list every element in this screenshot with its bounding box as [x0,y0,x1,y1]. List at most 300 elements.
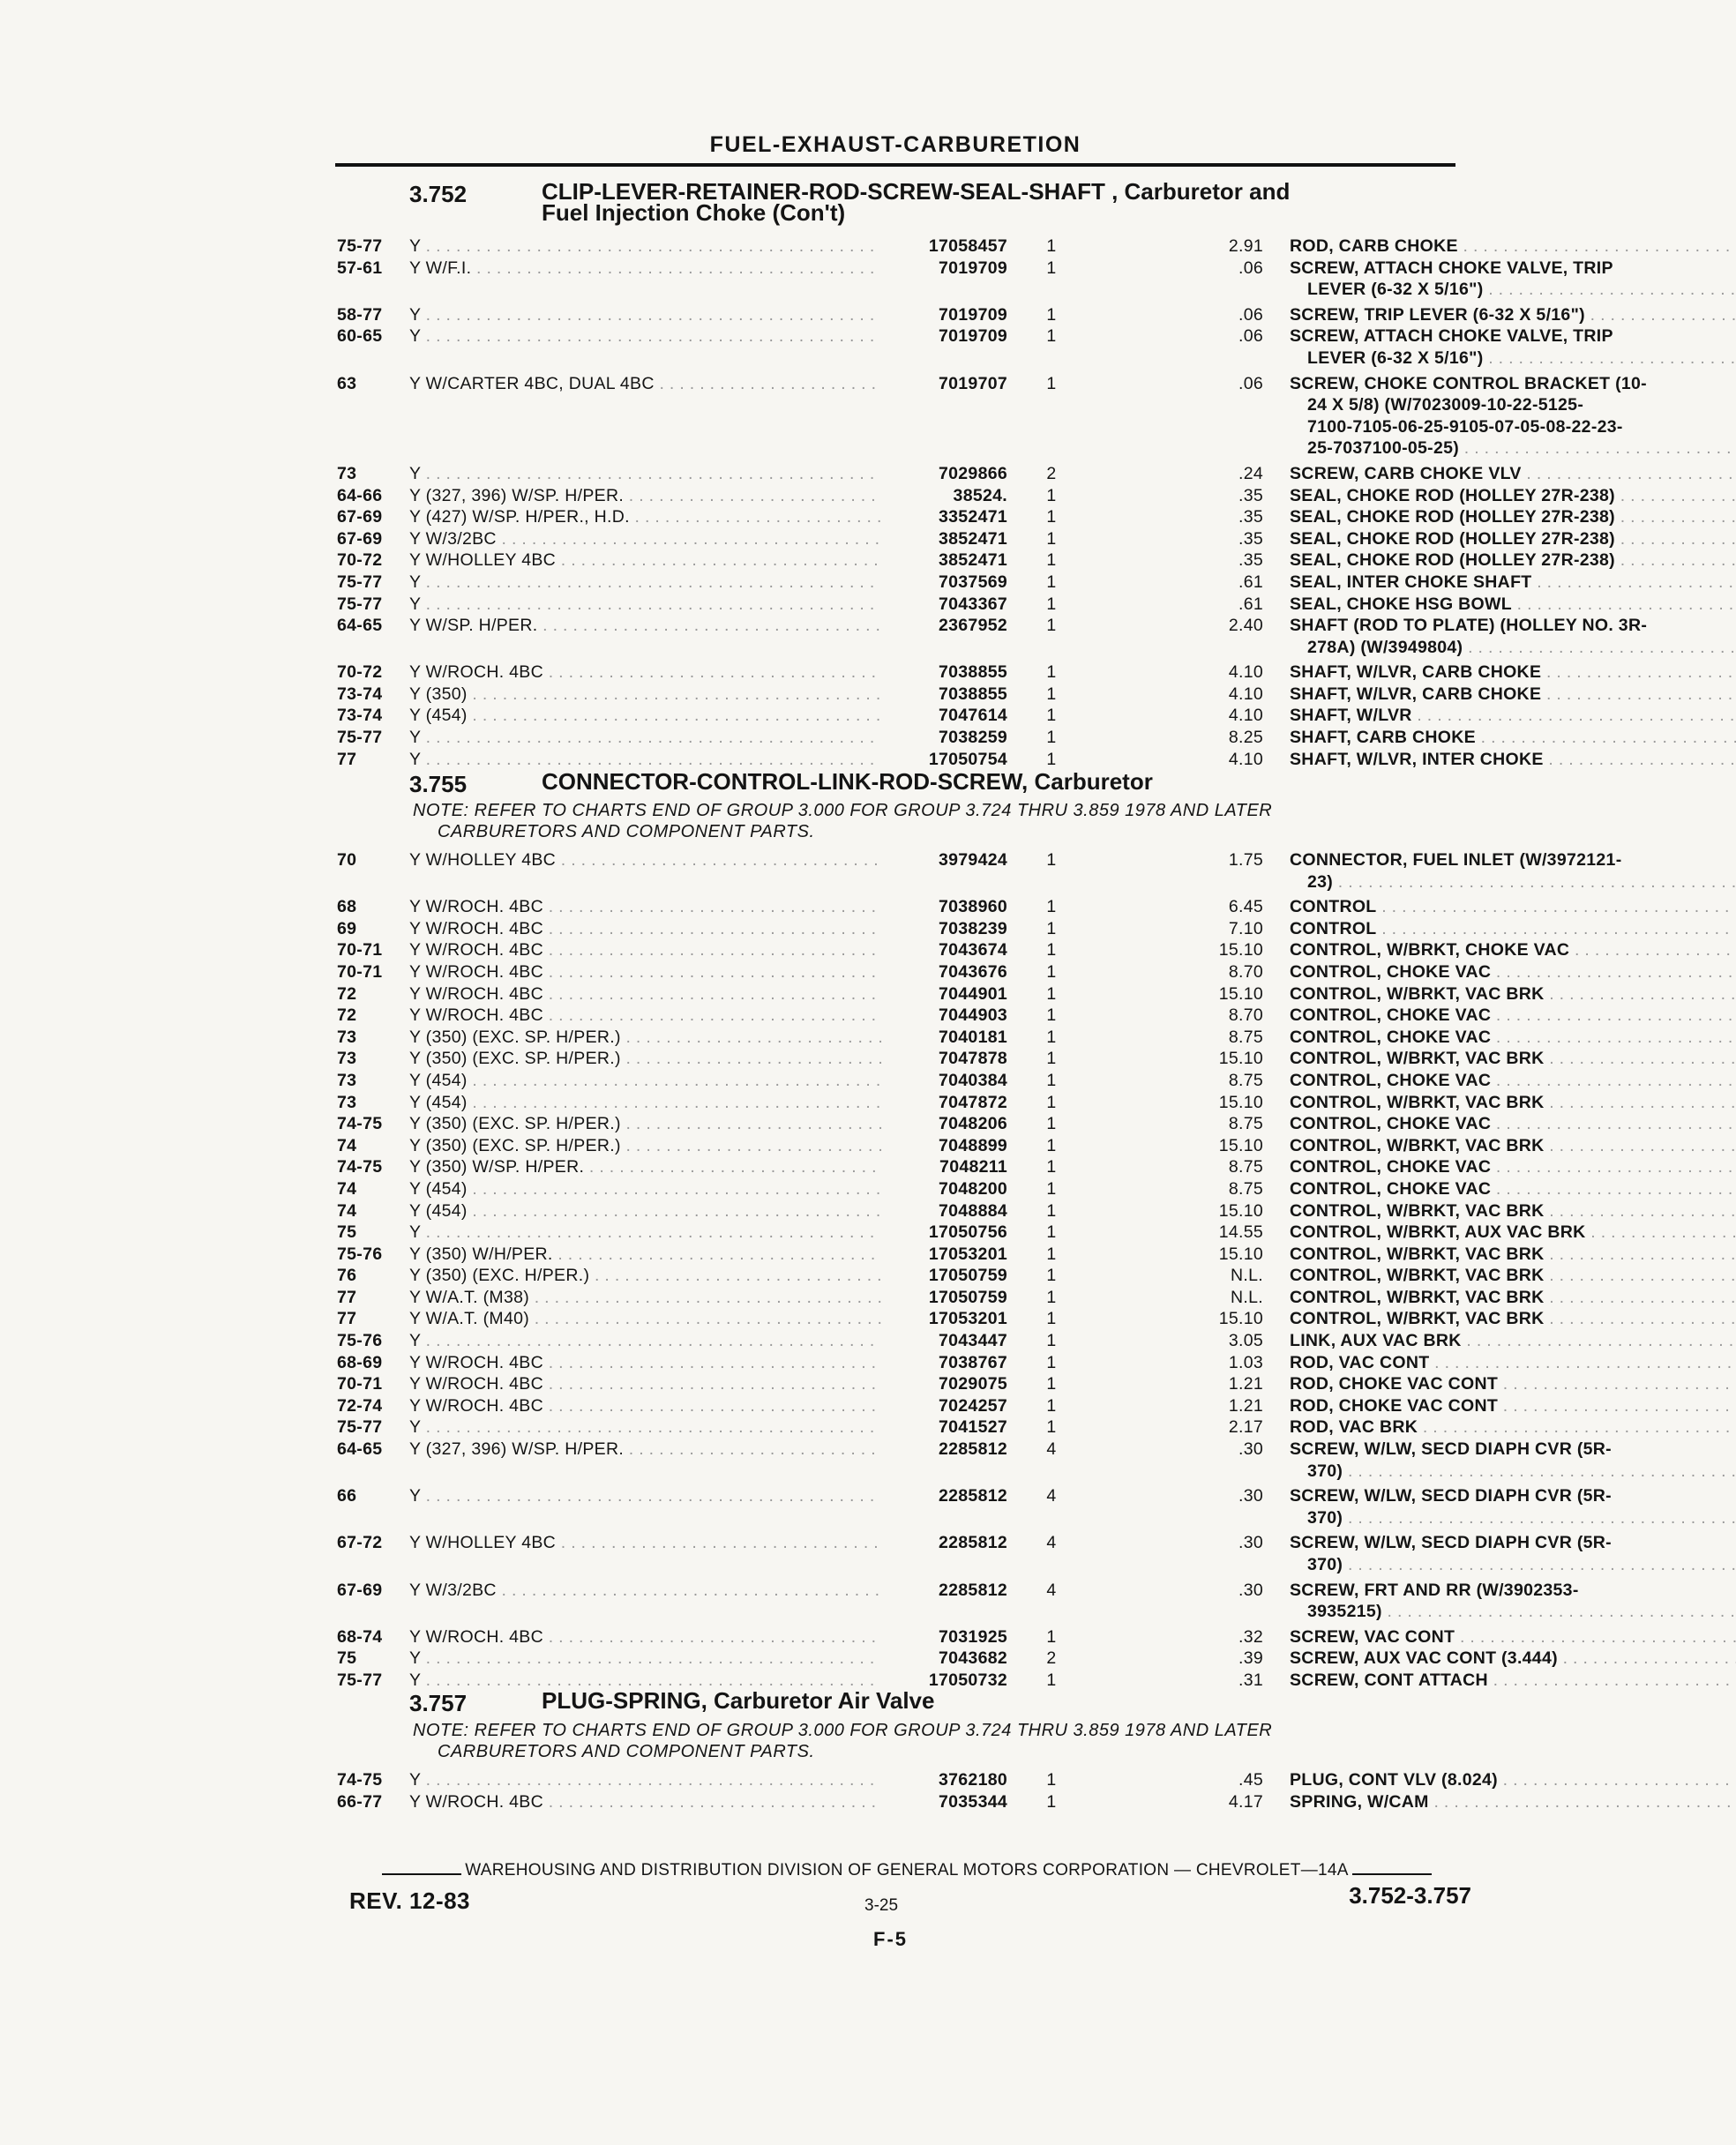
footer-division [351,1861,1463,1880]
table-row [337,485,1615,507]
quantity-cell: 1 [1046,1005,1057,1026]
quantity-cell: 1 [1046,507,1057,527]
description-continued: 24 X 5/8) (W/7023009-10-22-5125- [1307,395,1584,415]
description-cell [1290,1265,1736,1287]
table-row [337,1791,1475,1813]
part-number-cell: 7038960 [938,897,1007,917]
table-row [337,1244,1545,1266]
part-number-cell: 7038767 [938,1352,1007,1372]
part-number-cell: 3762180 [938,1770,1007,1790]
table-row [337,1005,1492,1027]
part-number-cell: 7040384 [938,1070,1007,1090]
table-row [337,325,1613,372]
price-cell: 15.10 [1218,1135,1263,1155]
quantity-cell: 1 [1046,1070,1057,1090]
description-cell [1290,1416,1736,1439]
description-cell [1290,1769,1736,1791]
quantity-cell: 1 [1046,528,1057,549]
year-cell: 64-65 [337,616,383,636]
page-title: FUEL-EXHAUST-CARBURETION [335,132,1455,167]
application-cell: Y . . . [409,1769,881,1791]
table-row [337,1156,1492,1178]
price-cell: 15.10 [1218,983,1263,1004]
application-cell: Y W/ROCH. 4BC . . . [409,896,881,918]
part-number-cell: 7047872 [938,1092,1007,1112]
description-continued: 278A) (W/3949804) . . . [1290,637,1736,659]
description-text: SHAFT, W/LVR, INTER CHOKE . . . [1290,749,1736,771]
application-cell: Y (350) W/H/PER. . . . [409,1244,881,1266]
year-cell: 74-75 [337,1157,383,1177]
note-text-continued: CARBURETORS AND COMPONENT PARTS. [438,1742,815,1761]
price-cell: .61 [1238,594,1263,614]
price-cell: .06 [1238,373,1263,393]
price-cell: .35 [1238,528,1263,549]
price-cell: .30 [1238,1439,1263,1460]
quantity-cell: 1 [1046,1244,1057,1264]
description-text: ROD, CHOKE VAC CONT . . . [1290,1373,1736,1395]
description-cell [1290,1287,1736,1309]
price-cell: 15.10 [1218,1092,1263,1112]
part-number-cell: 17053201 [928,1244,1007,1264]
year-cell: 75 [337,1648,357,1669]
application-cell: Y . . . [409,1330,881,1352]
table-row [337,1135,1545,1157]
year-cell: 72 [337,983,357,1004]
table-row [337,983,1545,1005]
parts-table-3-752 [337,235,1648,770]
year-cell: 74-75 [337,1770,383,1790]
table-row [337,235,1475,258]
description-text: SCREW, FRT AND RR (W/3902353- [1290,1580,1579,1600]
quantity-cell: 1 [1046,1092,1057,1112]
application-cell: Y . . . [409,463,881,485]
price-cell: N.L. [1231,1287,1263,1307]
part-number-cell: 7047614 [938,706,1007,726]
part-number-cell: 3979424 [938,850,1007,870]
price-cell: 1.03 [1228,1352,1263,1372]
description-cell [1290,463,1736,485]
section-header-3-757 [409,1687,935,1717]
part-number-cell: 3852471 [938,550,1007,571]
description-cell [1290,1670,1736,1692]
application-cell: Y (350) W/SP. H/PER. . . . [409,1156,881,1178]
application-cell: Y (454) . . . [409,1178,881,1200]
description-text: SCREW, AUX VAC CONT (3.444) . . . [1290,1648,1736,1670]
quantity-cell: 4 [1046,1533,1057,1553]
year-cell: 70-71 [337,961,383,982]
year-cell: 74-75 [337,1114,383,1134]
price-cell: 8.75 [1228,1178,1263,1199]
section-note-3-757 [413,1720,1480,1762]
year-cell: 64-65 [337,1439,383,1460]
year-cell: 72-74 [337,1395,383,1416]
price-cell: 15.10 [1218,1244,1263,1264]
application-cell: Y W/ROCH. 4BC . . . [409,939,881,961]
part-number-cell: 17058457 [928,236,1007,256]
year-cell: 73 [337,1049,357,1069]
description-cell [1290,1048,1736,1070]
quantity-cell: 1 [1046,1222,1057,1243]
quantity-cell: 1 [1046,1417,1057,1438]
table-row [337,549,1615,572]
quantity-cell: 1 [1046,1791,1057,1812]
quantity-cell: 1 [1046,616,1057,636]
application-cell: Y W/ROCH. 4BC . . . [409,983,881,1005]
description-cell [1290,1092,1736,1114]
description-text: SCREW, ATTACH CHOKE VALVE, TRIP [1290,326,1613,347]
section-title: CONNECTOR-CONTROL-LINK-ROD-SCREW, Carburetor [542,768,1153,795]
part-number-cell: 7037569 [938,572,1007,592]
parts-table-3-755 [337,849,1622,1692]
description-text: SHAFT, W/LVR, CARB CHOKE . . . [1290,684,1736,706]
description-cell [1290,961,1736,983]
price-cell: .35 [1238,550,1263,571]
quantity-cell: 1 [1046,485,1057,505]
part-number-cell: 7029075 [938,1374,1007,1394]
application-cell: Y W/SP. H/PER. . . . [409,615,881,637]
description-cell [1290,373,1736,460]
application-cell: Y W/3/2BC . . . [409,1580,881,1602]
description-text: CONTROL, CHOKE VAC . . . [1290,961,1736,983]
table-row [337,1395,1499,1417]
description-text: CONTROL, CHOKE VAC . . . [1290,1005,1736,1027]
year-cell: 75-77 [337,1417,383,1438]
quantity-cell: 1 [1046,684,1057,704]
application-cell: Y W/ROCH. 4BC . . . [409,918,881,940]
year-cell: 66-77 [337,1791,383,1812]
price-cell: .06 [1238,326,1263,347]
application-cell: Y . . . [409,1222,881,1244]
part-number-cell: 17050759 [928,1287,1007,1307]
description-cell [1290,1027,1736,1049]
part-number-cell: 2285812 [938,1580,1007,1600]
quantity-cell: 1 [1046,1027,1057,1047]
part-number-cell: 38524. [953,485,1007,505]
application-cell: Y (327, 396) W/SP. H/PER. . . . [409,485,881,507]
description-text: SCREW, W/LW, SECD DIAPH CVR (5R- [1290,1486,1612,1506]
part-number-cell: 7043682 [938,1648,1007,1669]
year-cell: 75 [337,1222,357,1243]
price-cell: .24 [1238,463,1263,483]
page-number: 3-25 [864,1896,899,1915]
year-cell: 73 [337,1070,357,1090]
application-cell: Y . . . [409,235,881,258]
year-cell: 60-65 [337,326,383,347]
description-continued: 370) . . . [1290,1507,1736,1529]
quantity-cell: 1 [1046,1670,1057,1690]
description-text: ROD, CHOKE VAC CONT . . . [1290,1395,1736,1417]
part-number-cell: 17050756 [928,1222,1007,1243]
description-cell [1290,1070,1736,1092]
description-text: SHAFT, W/LVR, CARB CHOKE . . . [1290,661,1736,684]
part-number-cell: 7043447 [938,1331,1007,1351]
quantity-cell: 1 [1046,304,1057,325]
description-cell [1290,1532,1736,1575]
description-text: SCREW, ATTACH CHOKE VALVE, TRIP [1290,258,1613,278]
price-cell: .61 [1238,572,1263,592]
quantity-cell: 1 [1046,572,1057,592]
table-row [337,1352,1475,1374]
description-cell [1290,1156,1736,1178]
footer-division-text: WAREHOUSING AND DISTRIBUTION DIVISION OF GENERAL MOTORS CORPORATION — CHEVROLET—14A [465,1861,1349,1880]
year-cell: 70 [337,850,357,870]
year-cell: 66 [337,1486,357,1506]
description-text: CONTROL . . . [1290,896,1736,918]
table-row [337,939,1570,961]
table-row [337,896,1475,918]
application-cell: Y W/CARTER 4BC, DUAL 4BC . . . [409,373,881,395]
price-cell: 8.75 [1228,1027,1263,1047]
year-cell: 73-74 [337,706,383,726]
application-cell: Y W/A.T. (M38) . . . [409,1287,881,1309]
quantity-cell: 1 [1046,258,1057,278]
description-text: SHAFT, CARB CHOKE . . . [1290,727,1736,749]
description-text: CONTROL, W/BRKT, VAC BRK . . . [1290,1265,1736,1287]
table-row [337,961,1492,983]
year-cell: 73 [337,463,357,483]
year-cell: 77 [337,749,357,769]
part-number-cell: 17053201 [928,1309,1007,1329]
description-cell [1290,528,1736,550]
application-cell: Y . . . [409,325,881,348]
application-cell: Y W/ROCH. 4BC . . . [409,661,881,684]
application-cell: Y W/3/2BC . . . [409,528,881,550]
quantity-cell: 1 [1046,961,1057,982]
table-row [337,304,1585,326]
part-number-cell: 7038855 [938,662,1007,683]
year-cell: 74 [337,1200,357,1221]
part-number-cell: 17050754 [928,749,1007,769]
application-cell: Y (350) (EXC. SP. H/PER.) . . . [409,1048,881,1070]
year-cell: 68-74 [337,1626,383,1647]
application-cell: Y (454) . . . [409,1200,881,1222]
quantity-cell: 1 [1046,373,1057,393]
price-cell: 4.10 [1228,662,1263,683]
quantity-cell: 1 [1046,550,1057,571]
part-number-cell: 7029866 [938,463,1007,483]
description-text: SCREW, CARB CHOKE VLV . . . [1290,463,1736,485]
part-number-cell: 7019709 [938,326,1007,347]
table-row [337,1769,1498,1791]
description-cell [1290,727,1736,749]
quantity-cell: 1 [1046,1395,1057,1416]
price-cell: 2.91 [1228,236,1263,256]
section-number: 3.757 [409,1690,468,1716]
part-number-cell: 2367952 [938,616,1007,636]
part-number-cell: 7024257 [938,1395,1007,1416]
part-number-cell: 7041527 [938,1417,1007,1438]
revision-label: REV. 12-83 [349,1887,471,1914]
description-text: SEAL, CHOKE ROD (HOLLEY 27R-238) . . . [1290,528,1736,550]
description-cell [1290,939,1736,961]
description-continued: 370) . . . [1290,1554,1736,1576]
description-continued: 3935215) . . . [1290,1601,1736,1623]
part-number-cell: 7043676 [938,961,1007,982]
description-text: SEAL, CHOKE ROD (HOLLEY 27R-238) . . . [1290,506,1736,528]
table-row [337,749,1544,771]
table-row [337,1330,1475,1352]
quantity-cell: 1 [1046,1331,1057,1351]
part-number-cell: 7044901 [938,983,1007,1004]
application-cell: Y (350) (EXC. SP. H/PER.) . . . [409,1135,881,1157]
price-cell: .06 [1238,258,1263,278]
price-cell: N.L. [1231,1266,1263,1286]
part-number-cell: 2285812 [938,1533,1007,1553]
description-text: CONTROL, W/BRKT, VAC BRK . . . [1290,1048,1736,1070]
quantity-cell: 1 [1046,1770,1057,1790]
quantity-cell: 1 [1046,1157,1057,1177]
quantity-cell: 1 [1046,1626,1057,1647]
description-cell [1290,705,1736,727]
application-cell: Y (350) (EXC. SP. H/PER.) . . . [409,1113,881,1135]
part-number-cell: 7038239 [938,918,1007,938]
description-cell [1290,304,1736,326]
table-row [337,1287,1545,1309]
description-cell [1290,506,1736,528]
price-cell: 8.75 [1228,1157,1263,1177]
description-text: SHAFT (ROD TO PLATE) (HOLLEY NO. 3R- [1290,616,1648,636]
table-row [337,373,1647,463]
description-text: LINK, AUX VAC BRK . . . [1290,1330,1736,1352]
description-cell [1290,1005,1736,1027]
table-row [337,1027,1492,1049]
price-cell: 15.10 [1218,1309,1263,1329]
table-row [337,615,1648,661]
price-cell: 6.45 [1228,897,1263,917]
price-cell: 8.70 [1228,961,1263,982]
part-number-cell: 17050759 [928,1266,1007,1286]
description-text: SCREW, CHOKE CONTROL BRACKET (10- [1290,373,1647,393]
description-cell [1290,661,1736,684]
year-cell: 76 [337,1266,357,1286]
application-cell: Y W/ROCH. 4BC . . . [409,1395,881,1417]
description-cell [1290,1330,1736,1352]
table-row [337,1532,1612,1579]
quantity-cell: 1 [1046,1374,1057,1394]
description-cell [1290,1395,1736,1417]
description-continued: 370) . . . [1290,1461,1736,1483]
table-row [337,918,1475,940]
year-cell: 67-69 [337,507,383,527]
description-text: CONTROL, CHOKE VAC . . . [1290,1070,1736,1092]
description-text: CONTROL, W/BRKT, CHOKE VAC . . . [1290,939,1736,961]
description-continued: 25-7037100-05-25) . . . [1290,437,1736,460]
application-cell: Y W/ROCH. 4BC . . . [409,1352,881,1374]
year-cell: 70-72 [337,550,383,571]
quantity-cell: 1 [1046,749,1057,769]
price-cell: .30 [1238,1486,1263,1506]
description-cell [1290,258,1736,301]
description-cell [1290,849,1736,893]
description-cell [1290,684,1736,706]
part-number-cell: 7048211 [939,1157,1007,1177]
part-number-cell: 7040181 [938,1027,1007,1047]
application-cell: Y (327, 396) W/SP. H/PER. . . . [409,1439,881,1461]
application-cell: Y . . . [409,304,881,326]
price-cell: 1.21 [1228,1374,1263,1394]
parts-table-3-757 [337,1769,1498,1812]
description-text: CONNECTOR, FUEL INLET (W/3972121- [1290,850,1622,870]
application-cell: Y . . . [409,749,881,771]
section-header-3-755 [409,768,1153,798]
table-row [337,1485,1612,1532]
price-cell: 4.10 [1228,684,1263,704]
description-text: SCREW, TRIP LEVER (6-32 X 5/16") . . . [1290,304,1736,326]
application-cell: Y . . . [409,572,881,594]
table-row [337,1373,1499,1395]
table-row [337,258,1613,304]
table-row [337,463,1522,485]
description-cell [1290,1222,1736,1244]
quantity-cell: 1 [1046,940,1057,960]
application-cell: Y W/HOLLEY 4BC . . . [409,849,881,871]
table-row [337,1222,1586,1244]
application-cell: Y W/HOLLEY 4BC . . . [409,1532,881,1554]
year-cell: 67-69 [337,528,383,549]
year-cell: 74 [337,1135,357,1155]
quantity-cell: 2 [1046,463,1057,483]
application-cell: Y . . . [409,1648,881,1670]
price-cell: 1.75 [1228,850,1263,870]
table-row [337,1048,1545,1070]
quantity-cell: 1 [1046,1266,1057,1286]
part-number-cell: 7043674 [938,940,1007,960]
quantity-cell: 1 [1046,728,1057,748]
description-text: ROD, VAC BRK . . . [1290,1416,1736,1439]
description-cell [1290,325,1736,369]
table-row [337,572,1532,594]
application-cell: Y (454) . . . [409,1070,881,1092]
part-number-cell: 7038855 [938,684,1007,704]
quantity-cell: 1 [1046,1309,1057,1329]
year-cell: 74 [337,1178,357,1199]
description-cell [1290,572,1736,594]
description-text: PLUG, CONT VLV (8.024) . . . [1290,1769,1736,1791]
part-number-cell: 7035344 [938,1791,1007,1812]
description-text: CONTROL, CHOKE VAC . . . [1290,1027,1736,1049]
quantity-cell: 1 [1046,1200,1057,1221]
quantity-cell: 4 [1046,1580,1057,1600]
table-row [337,1416,1475,1439]
part-number-cell: 7048899 [938,1135,1007,1155]
year-cell: 70-71 [337,1374,383,1394]
quantity-cell: 1 [1046,326,1057,347]
description-text: SPRING, W/CAM . . . [1290,1791,1736,1813]
description-cell [1290,1178,1736,1200]
table-row [337,1580,1579,1626]
description-cell [1290,594,1736,616]
application-cell: Y (350) . . . [409,684,881,706]
part-number-cell: 7048206 [938,1114,1007,1134]
description-cell [1290,235,1736,258]
application-cell: Y . . . [409,727,881,749]
quantity-cell: 1 [1046,1135,1057,1155]
description-text: CONTROL, CHOKE VAC . . . [1290,1156,1736,1178]
quantity-cell: 4 [1046,1439,1057,1460]
year-cell: 70-72 [337,662,383,683]
part-number-cell: 7038259 [938,728,1007,748]
note-text: NOTE: REFER TO CHARTS END OF GROUP 3.000 FOR GROUP 3.724 THRU 3.859 1978 AND LATER [413,801,1273,820]
description-continued: LEVER (6-32 X 5/16") . . . [1290,348,1736,370]
table-row [337,705,1475,727]
price-cell: .31 [1238,1670,1263,1690]
price-cell: .06 [1238,304,1263,325]
application-cell: Y (350) (EXC. SP. H/PER.) . . . [409,1027,881,1049]
year-cell: 58-77 [337,304,383,325]
description-cell [1290,1244,1736,1266]
part-number-cell: 7048200 [938,1178,1007,1199]
application-cell: Y (427) W/SP. H/PER., H.D. . . . [409,506,881,528]
